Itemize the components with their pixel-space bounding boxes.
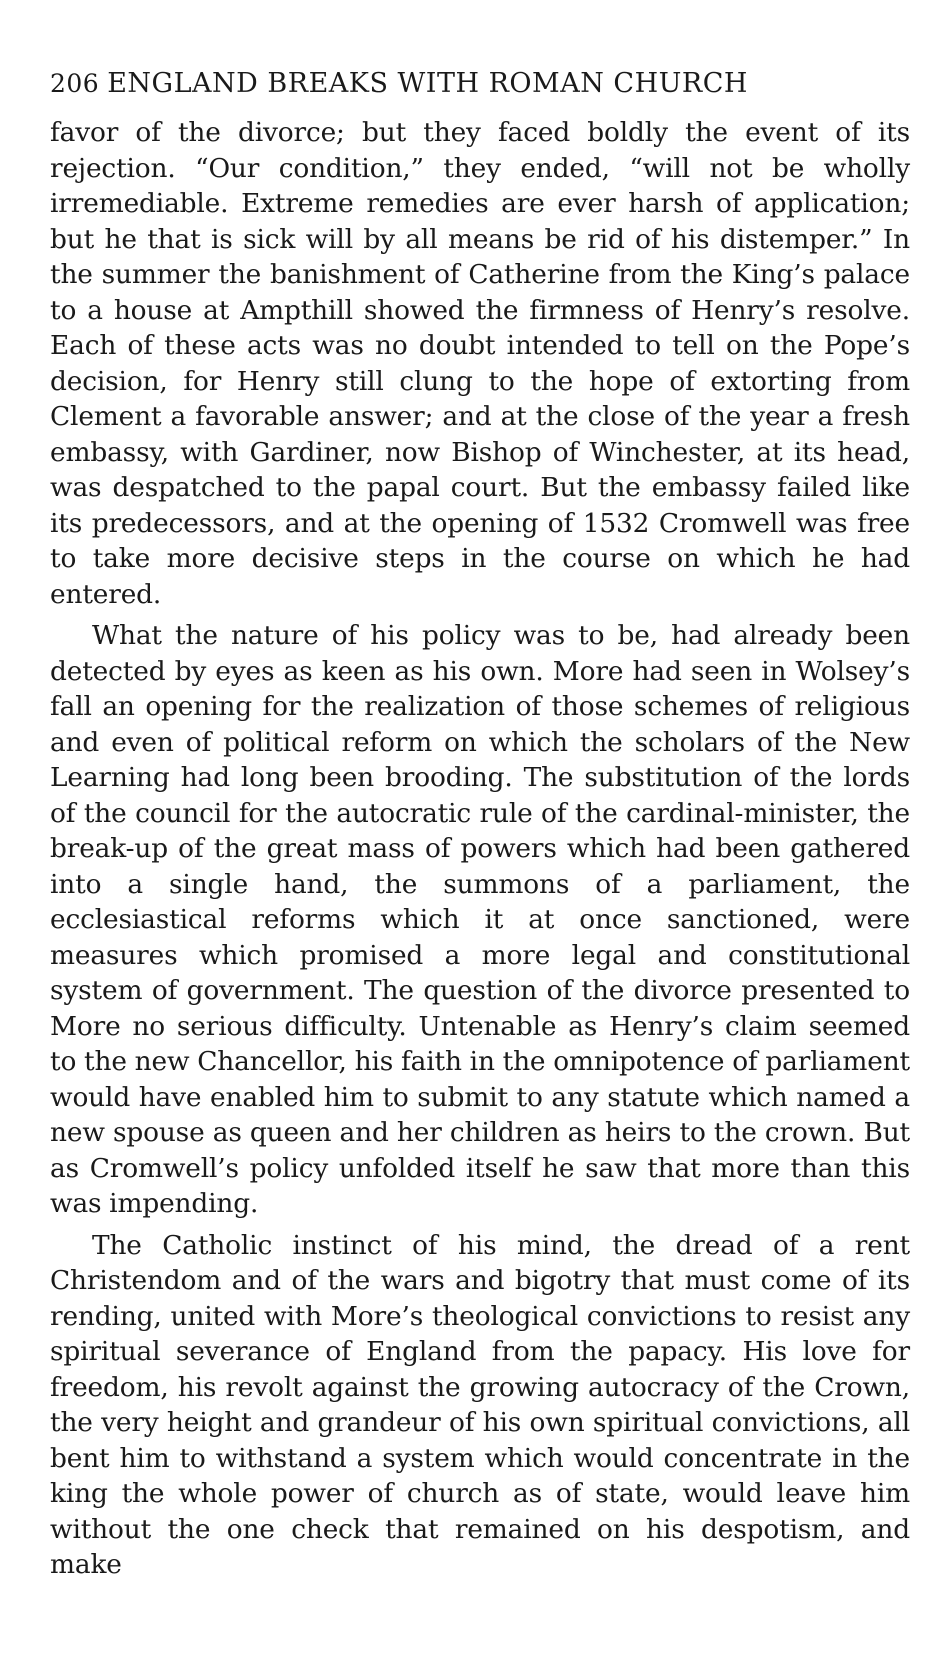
paragraph-continued: favor of the divorce; but they faced boldly the event of its rejection. “Our condition,” they ended, “will not be wholly irremediable. Extreme remedies are ever harsh of application; but he that is sick will by all means be rid of his distemper.” In the summer the banishment of Catherine from the King’s palace to a house at Ampthill showed the firmness of Henry’s resolve. Each of these acts was no doubt intended to tell on the Pope’s decision, for Henry still clung to the hope of extorting from Clement a favorable answer; and at the close of the year a fresh embassy, with Gardiner, now Bishop of Winchester, at its head, was despatched to the papal court. But the embassy failed like its predecessors, and at the opening of 1532 Cromwell was free to take more decisive steps in the course on which he had entered. [50,117,910,610]
paragraph-policy: What the nature of his policy was to be, had already been detected by eyes as keen as his own. More had seen in Wolsey’s fall an opening for the realization of those schemes of religious and even of political reform on which the scholars of the New Learning had long been brooding. The substitution of the lords of the council for the autocratic rule of the cardinal-minister, the break-up of the great mass of powers which had been gathered into a single hand, the summons of a parliament, the ecclesiastical reforms which it at once sanctioned, were measures which promised a more legal and constitutional system of government. The question of the divorce presented to More no serious difficulty. Untenable as Henry’s claim seemed to the new Chancellor, his faith in the omnipotence of parliament would have enabled him to submit to any statute which named a new spouse as queen and her children as heirs to the crown. But as Cromwell’s policy unfolded itself he saw that more than this was impending. [50,620,910,1219]
paragraph-catholic-instinct: The Catholic instinct of his mind, the dread of a rent Christendom and of the wars and bigotry that must come of its rending, united with More’s theological convictions to resist any spiritual severance of England from the papacy. His love for freedom, his revolt against the growing autocracy of the Crown, the very height and grandeur of his own spiritual convictions, all bent him to withstand a system which would concentrate in the king the whole power of church as of state, would leave him without the one check that remained on his despotism, and make [50,1229,910,1580]
body-text [50,115,910,1583]
running-head [50,68,910,99]
page-number: 206 [50,69,100,98]
book-page [50,68,910,1589]
chapter-title: ENGLAND BREAKS WITH ROMAN CHURCH [107,68,748,99]
